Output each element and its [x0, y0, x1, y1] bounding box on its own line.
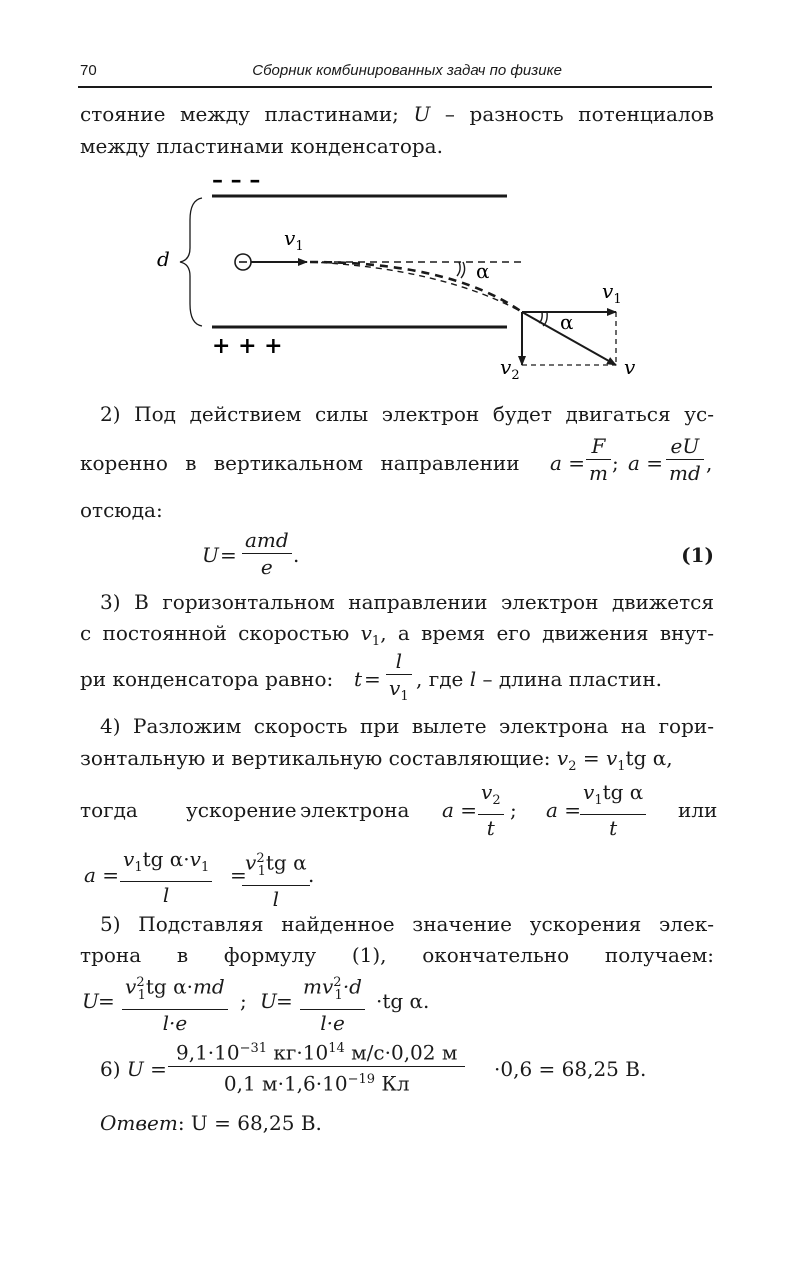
capacitor-figure	[150, 170, 650, 385]
text: – разность потенциалов	[430, 102, 714, 126]
text: , где l – длина пластин.	[416, 667, 663, 691]
var-U: U	[260, 989, 277, 1013]
word: трона	[80, 943, 142, 967]
frac-formula-2: $\frac{mv^2_1\cdot d}{l\cdot e}$	[300, 970, 365, 1036]
equals: =	[98, 989, 115, 1013]
word: ускорение	[186, 798, 297, 822]
angle-arc-top-2	[461, 262, 465, 278]
running-header	[80, 62, 712, 86]
formula-a-F-m: a =	[550, 451, 586, 475]
text: стояние между пластинами;	[80, 102, 414, 126]
tangent-line	[310, 262, 522, 312]
word: формулу	[223, 943, 317, 967]
semicolon: ;	[510, 798, 517, 822]
var-t: t	[354, 667, 363, 691]
result: ·0,6 = 68,25 В.	[494, 1057, 647, 1081]
step-6-label: 6) U =	[100, 1057, 167, 1081]
var-U: U	[413, 102, 431, 126]
frac-v2-t: $\frac{v_2}{t}$	[478, 779, 504, 841]
intro-line-1	[80, 101, 714, 127]
plus-signs: + + +	[212, 333, 283, 359]
label-v1-top: $v_1$	[284, 226, 304, 254]
brace	[180, 198, 202, 326]
equals: =	[364, 667, 381, 691]
p2-line-2	[80, 433, 714, 493]
comma: ,	[706, 451, 713, 475]
var-U: U	[82, 989, 99, 1013]
label-v2: $v_2$	[500, 355, 520, 383]
intro-line-2: между пластинами конденсатора.	[80, 134, 443, 158]
text: ри конденсатора равно:	[80, 667, 334, 691]
equals: =	[276, 989, 293, 1013]
equation-final-symbolic	[80, 970, 714, 1035]
equation-number: (1)	[681, 543, 714, 567]
frac-amd-e: amd e	[242, 527, 292, 580]
equals: =	[220, 543, 237, 567]
page-number: 70	[80, 62, 97, 79]
label-alpha-top: α	[476, 259, 490, 283]
frac-l-v1: $\frac{l}{v_1}$	[386, 648, 412, 710]
frac-numeric: $9,1\cdot 10^{-31}$ $кг\cdot 10^{14}$ м/с·0,02 м 0,1 $м\cdot 1,6\cdot 10^{-19}$ Кл	[168, 1036, 465, 1096]
var-U: U	[202, 543, 219, 567]
semicolon: ;	[240, 989, 247, 1013]
word: (1),	[351, 943, 387, 967]
answer-text: : U = 68,25 В.	[177, 1111, 322, 1135]
trajectory	[310, 262, 522, 312]
text: ·tg α.	[376, 989, 430, 1013]
frac-v1tga-v1-l: $\frac{v_1tg \alpha\cdot v_1}{l}$	[120, 846, 212, 908]
word: окончательно	[422, 943, 570, 967]
minus-signs: – – –	[212, 170, 261, 193]
equation-a	[80, 846, 714, 911]
header-rule	[78, 86, 712, 88]
book-title: Сборник комбинированных задач по физике	[252, 62, 562, 79]
label-alpha-bottom: α	[560, 310, 574, 334]
equation-1	[80, 527, 714, 585]
p3-line-2: с постоянной скоростью $v_1$, а время его движения внут-	[80, 621, 714, 649]
word: электрона	[300, 798, 410, 822]
answer-label: Ответ	[100, 1111, 178, 1135]
equals: =	[230, 863, 247, 887]
formula-a-eq: a =	[442, 798, 478, 822]
word: тогда	[80, 798, 138, 822]
frac-eU-md: $\frac{eU}{md}$	[666, 433, 704, 486]
word: получаем:	[604, 943, 714, 967]
frac-v1tga-t: $\frac{v_1tg \alpha}{t}$	[580, 779, 646, 841]
p4-line-3	[80, 777, 718, 840]
p4-line-1: 4) Разложим скорость при вылете электрона на гори-	[100, 714, 714, 738]
angle-arc-top	[457, 262, 460, 276]
word: в	[176, 943, 189, 967]
label-d: d	[157, 247, 170, 271]
formula-a-eq-2: a =	[546, 798, 582, 822]
period: .	[308, 863, 315, 887]
formula-a-eU-md: a =	[628, 451, 664, 475]
word: или	[678, 798, 718, 822]
p3-line-1: 3) В горизонтальном направлении электрон движется	[100, 590, 714, 614]
p3-line-3	[80, 648, 714, 708]
label-v1-right: $v_1$	[602, 279, 622, 307]
period: .	[293, 543, 300, 567]
text: коренно в вертикальном направлении	[80, 451, 520, 475]
answer-line	[80, 1110, 714, 1136]
label-v: v	[624, 355, 636, 379]
frac-formula-1: $\frac{v^2_1tg \alpha\cdot md}{l\cdot e}$	[122, 970, 228, 1036]
p5-line-1: 5) Подставляя найденное значение ускорения элек-	[100, 912, 714, 936]
p5-line-2	[80, 942, 714, 968]
p2-line-1: 2) Под действием силы электрон будет двигаться ус-	[100, 402, 714, 426]
p4-line-2: зонтальную и вертикальную составляющие: $v_2 = v_1tg$ α,	[80, 746, 673, 774]
p2-line-3: отсюда:	[80, 498, 163, 522]
frac-v1sq-tga-l: $\frac{v^2_1tg \alpha}{l}$	[242, 846, 310, 912]
formula-a-eq-3: a =	[84, 863, 120, 887]
semicolon: ;	[612, 451, 619, 475]
equation-numeric	[80, 1036, 714, 1102]
frac-F-m: $\frac{F}{m}$	[586, 433, 611, 486]
